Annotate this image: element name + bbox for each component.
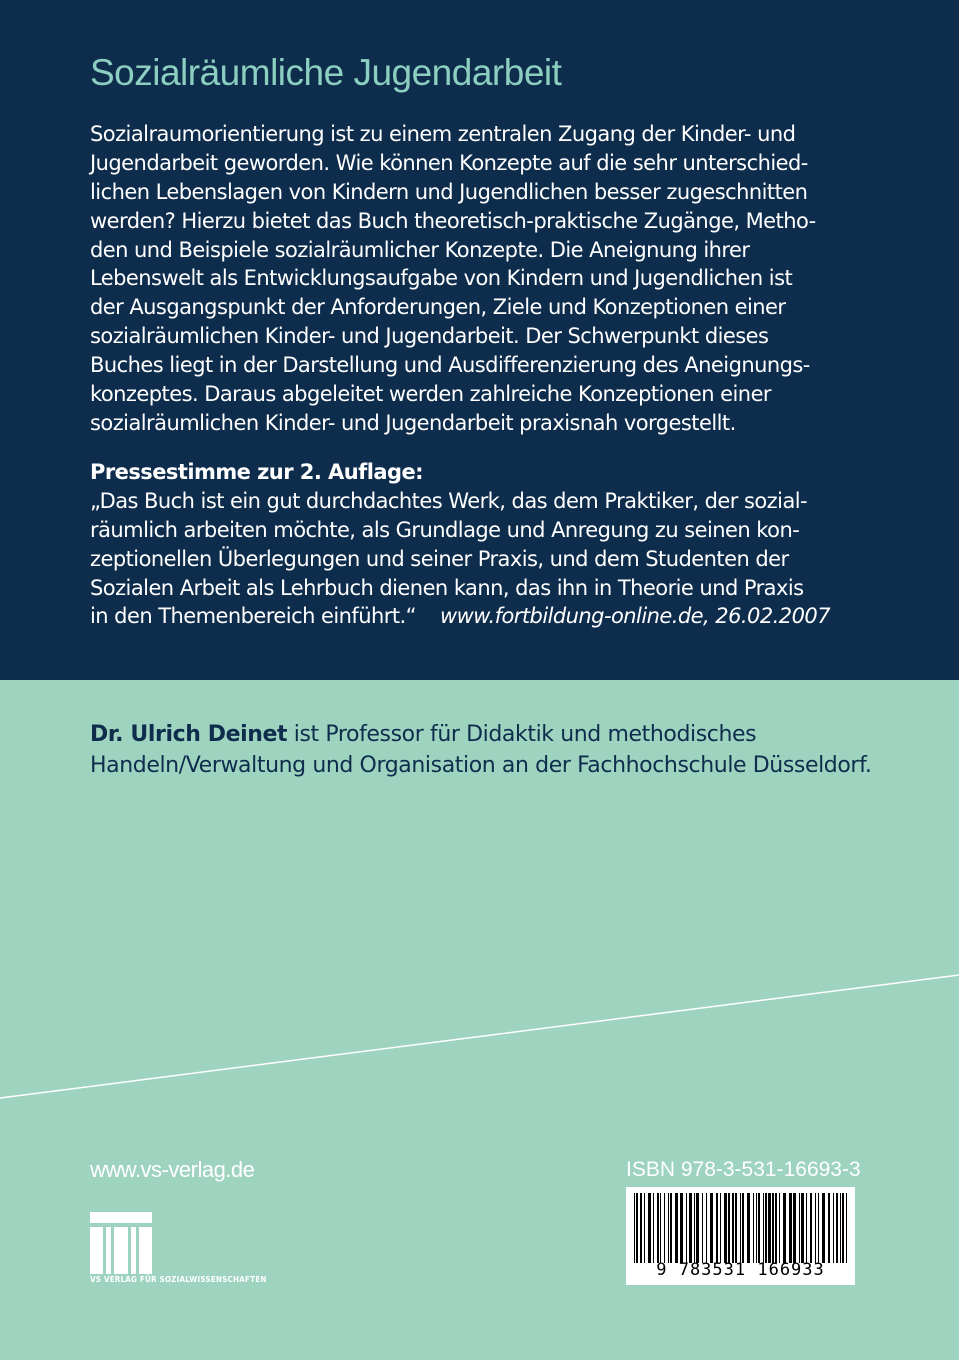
quote-source: www.fortbildung-online.de, 26.02.2007 bbox=[439, 604, 831, 629]
barcode bbox=[626, 1187, 855, 1285]
barcode-bar bbox=[670, 1193, 672, 1263]
barcode-bar bbox=[694, 1193, 695, 1263]
barcode-bar bbox=[815, 1193, 816, 1263]
quote-line: zeptionellen Überlegungen und seiner Praxis, und dem Studenten der bbox=[90, 546, 789, 571]
barcode-bar bbox=[846, 1193, 847, 1263]
barcode-bar bbox=[706, 1193, 707, 1263]
barcode-bar bbox=[806, 1193, 807, 1263]
quote-line: in den Themenbereich einführt.“ bbox=[90, 604, 416, 629]
barcode-bar bbox=[728, 1193, 730, 1263]
barcode-bar bbox=[680, 1193, 683, 1263]
barcode-bar bbox=[772, 1193, 774, 1263]
description-line: lichen Lebenslagen von Kindern und Jugendlichen besser zugeschnitten bbox=[90, 179, 808, 204]
barcode-bar bbox=[779, 1193, 780, 1263]
description-line: konzeptes. Daraus abgeleitet werden zahlreiche Konzeptionen einer bbox=[90, 382, 772, 407]
description bbox=[90, 120, 890, 438]
barcode-bar bbox=[842, 1193, 844, 1263]
isbn-label: ISBN 978-3-531-16693-3 bbox=[626, 1158, 861, 1181]
publisher-logo-icon bbox=[90, 1212, 152, 1274]
barcode-bar bbox=[720, 1193, 721, 1263]
description-line: Sozialraumorientierung ist zu einem zentralen Zugang der Kinder- und bbox=[90, 122, 796, 146]
barcode-bars bbox=[634, 1193, 847, 1263]
barcode-bar bbox=[747, 1193, 750, 1263]
book-title: Sozialräumliche Jugendarbeit bbox=[90, 52, 562, 93]
barcode-bar bbox=[768, 1193, 771, 1263]
barcode-bar bbox=[657, 1193, 659, 1263]
press-quote bbox=[90, 458, 890, 631]
barcode-bar bbox=[840, 1193, 841, 1263]
barcode-bar bbox=[732, 1193, 734, 1263]
quote-line: Sozialen Arbeit als Lehrbuch dienen kann, das ihn in Theorie und Praxis bbox=[90, 575, 804, 600]
description-line: sozialräumlichen Kinder- und Jugendarbeit. Der Schwerpunkt dieses bbox=[90, 324, 769, 349]
press-heading: Pressestimme zur 2. Auflage: bbox=[90, 460, 424, 484]
barcode-bar bbox=[644, 1193, 645, 1263]
barcode-bar bbox=[735, 1193, 737, 1263]
barcode-bar bbox=[689, 1193, 692, 1263]
barcode-bar bbox=[640, 1193, 642, 1263]
publisher-name: VS VERLAG FÜR SOZIALWISSENSCHAFTEN bbox=[90, 1275, 267, 1284]
barcode-bar bbox=[696, 1193, 699, 1263]
barcode-bar bbox=[833, 1193, 834, 1263]
quote-line: räumlich arbeiten möchte, als Grundlage und Anregung zu seinen kon- bbox=[90, 517, 800, 542]
barcode-bar bbox=[648, 1193, 651, 1263]
barcode-bar bbox=[783, 1193, 786, 1263]
barcode-bar bbox=[668, 1193, 669, 1263]
barcode-bar bbox=[664, 1193, 665, 1263]
publisher-url[interactable]: www.vs-verlag.de bbox=[90, 1157, 255, 1182]
barcode-bar bbox=[702, 1193, 703, 1263]
quote-last-line bbox=[90, 602, 890, 631]
description-line: der Ausgangspunkt der Anforderungen, Ziele und Konzeptionen einer bbox=[90, 295, 786, 320]
barcode-bar bbox=[753, 1193, 754, 1263]
barcode-bar bbox=[793, 1193, 796, 1263]
barcode-bar bbox=[634, 1193, 635, 1263]
barcode-bar bbox=[675, 1193, 678, 1263]
barcode-bar bbox=[740, 1193, 741, 1263]
barcode-bar bbox=[810, 1193, 812, 1263]
quote-line: „Das Buch ist ein gut durchdachtes Werk, das dem Praktiker, der sozial- bbox=[90, 488, 808, 513]
barcode-bar bbox=[653, 1193, 654, 1263]
barcode-bar bbox=[724, 1193, 727, 1263]
description-line: sozialräumlichen Kinder- und Jugendarbeit praxisnah vorgestellt. bbox=[90, 410, 736, 435]
author-line bbox=[90, 720, 910, 751]
barcode-bar bbox=[763, 1193, 764, 1263]
barcode-bar bbox=[660, 1193, 661, 1263]
barcode-bar bbox=[818, 1193, 819, 1263]
barcode-bar bbox=[742, 1193, 744, 1263]
barcode-bar bbox=[636, 1193, 638, 1263]
barcode-bar bbox=[710, 1193, 713, 1263]
barcode-bar bbox=[765, 1193, 767, 1263]
description-line: Lebenswelt als Entwicklungsaufgabe von Kindern und Jugendlichen ist bbox=[90, 266, 793, 291]
author-name: Dr. Ulrich Deinet bbox=[90, 722, 288, 747]
description-line: den und Beispiele sozialräumlicher Konzepte. Die Aneignung ihrer bbox=[90, 237, 750, 262]
description-line: Jugendarbeit geworden. Wie können Konzepte auf die sehr unterschied- bbox=[90, 150, 808, 175]
barcode-bar bbox=[789, 1193, 792, 1263]
description-line: werden? Hierzu bietet das Buch theoretisch-praktische Zugänge, Metho- bbox=[90, 208, 816, 233]
author-bio bbox=[90, 720, 910, 781]
author-bio-text: ist Professor für Didaktik und methodisches bbox=[287, 722, 757, 747]
barcode-bar bbox=[756, 1193, 757, 1263]
barcode-bar bbox=[836, 1193, 838, 1263]
barcode-bar bbox=[758, 1193, 760, 1263]
barcode-bar bbox=[801, 1193, 804, 1263]
barcode-bar bbox=[799, 1193, 800, 1263]
description-line: Buches liegt in der Darstellung und Ausdifferenzierung des Aneignungs- bbox=[90, 353, 810, 378]
barcode-bar bbox=[716, 1193, 718, 1263]
barcode-digits: 9 783531 166933 bbox=[656, 1260, 825, 1280]
barcode-bar bbox=[775, 1193, 777, 1263]
barcode-bar bbox=[686, 1193, 687, 1263]
barcode-bar bbox=[828, 1193, 830, 1263]
barcode-bar bbox=[822, 1193, 825, 1263]
author-line: Handeln/Verwaltung und Organisation an der Fachhochschule Düsseldorf. bbox=[90, 752, 872, 778]
